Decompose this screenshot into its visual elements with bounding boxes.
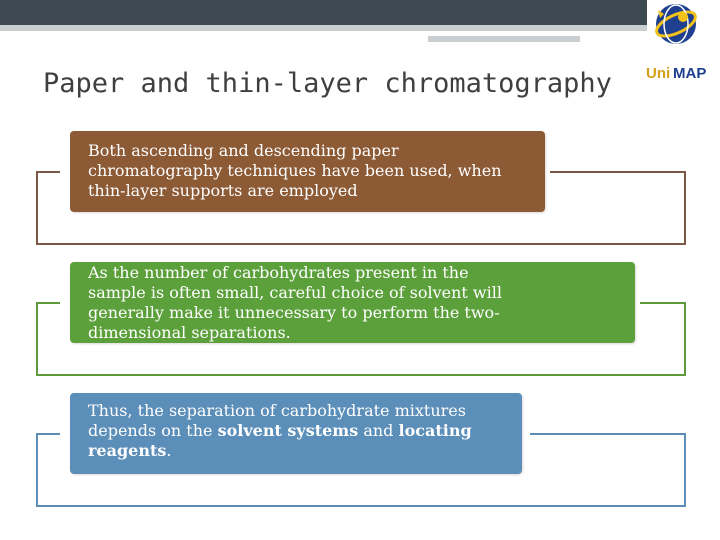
unimap-logo: [640, 0, 720, 92]
logo-text-uni: Uni: [646, 65, 671, 82]
item-box-2: [70, 262, 635, 343]
item-text-2: As the number of carbohydrates present in the sample is often small, careful choice of solvent will generally make it unnecessary to perform the two-dimensional separations.: [88, 263, 502, 342]
item-text-3: Thus, the separation of carbohydrate mixtures depends on the solvent systems and locating reagents.: [88, 401, 472, 460]
logo-text-map: MAP: [673, 65, 707, 82]
globe-emblem-icon: [653, 4, 699, 44]
top-bar: [0, 0, 647, 25]
item-box-3: [70, 393, 522, 474]
slide-title: Paper and thin-layer chromatography: [43, 68, 612, 99]
item-box-1: [70, 131, 545, 212]
solvent-systems-emphasis: solvent systems: [217, 421, 359, 440]
item-text-1: Both ascending and descending paper chromatography techniques have been used, when thin-layer supports are employed: [88, 141, 502, 200]
top-bar-accent: [0, 25, 647, 31]
top-bar-thin-accent: [428, 36, 580, 42]
locating-reagents-emphasis: locating reagents: [88, 421, 472, 460]
